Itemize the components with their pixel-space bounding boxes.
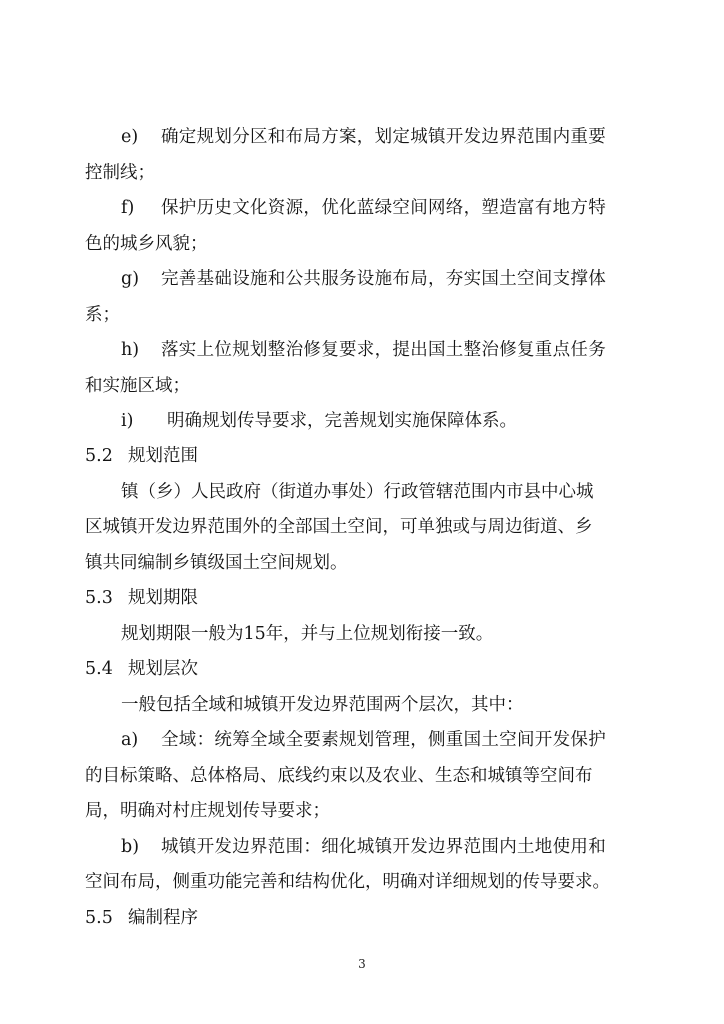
section-5-3-line1: 规划期限一般为15年，并与上位规划衔接一致。	[121, 624, 494, 644]
item-h-tag: h)	[121, 340, 140, 360]
section-5-2-line2: 区城镇开发边界范围外的全部国土空间，可单独或与周边街道、乡	[85, 517, 593, 537]
item-e-line1	[121, 125, 606, 149]
item-e-text: 确定规划分区和布局方案，划定城镇开发边界范围内重要	[161, 127, 606, 147]
section-5-4-intro: 一般包括全域和城镇开发边界范围两个层次，其中：	[121, 695, 524, 715]
item-h-text: 落实上位规划整治修复要求，提出国土整治修复重点任务	[161, 340, 606, 360]
section-5-2-title: 规划范围	[128, 446, 198, 466]
section-5-2-number: 5.2	[85, 446, 113, 466]
item-h-line2: 和实施区域；	[85, 376, 190, 396]
item-i-line1	[121, 409, 517, 433]
item-a-tag: a)	[121, 730, 139, 750]
item-e-tag: e)	[121, 127, 139, 147]
item-g-line1	[121, 267, 606, 291]
item-a-line1	[121, 728, 606, 752]
item-g-line2: 系；	[85, 305, 120, 325]
section-5-4-title: 规划层次	[128, 659, 198, 679]
item-f-line2: 色的城乡风貌；	[85, 234, 208, 254]
item-b-line1	[121, 835, 606, 859]
section-5-3-heading	[85, 586, 198, 610]
section-5-2-line1: 镇（乡）人民政府（街道办事处）行政管辖范围内市县中心城	[121, 482, 594, 502]
section-5-5-number: 5.5	[85, 908, 113, 928]
section-5-2-heading	[85, 444, 198, 468]
item-b-text: 城镇开发边界范围：细化城镇开发边界范围内土地使用和	[161, 837, 606, 857]
item-f-line1	[121, 196, 606, 220]
page-number: 3	[358, 957, 366, 971]
section-5-4-number: 5.4	[85, 659, 113, 679]
item-b-line2: 空间布局，侧重功能完善和结构优化，明确对详细规划的传导要求。	[85, 872, 610, 892]
section-5-5-title: 编制程序	[128, 908, 198, 928]
section-5-3-title: 规划期限	[128, 588, 198, 608]
section-5-4-heading	[85, 657, 198, 681]
item-a-text: 全域：统筹全域全要素规划管理，侧重国土空间开发保护	[161, 730, 606, 750]
item-a-line2: 的目标策略、总体格局、底线约束以及农业、生态和城镇等空间布	[85, 766, 593, 786]
item-f-tag: f)	[121, 198, 135, 218]
item-h-line1	[121, 338, 606, 362]
item-g-text: 完善基础设施和公共服务设施布局，夯实国土空间支撑体	[161, 269, 606, 289]
item-g-tag: g)	[121, 269, 140, 289]
item-i-tag: i)	[121, 411, 134, 431]
item-a-line3: 局，明确对村庄规划传导要求；	[85, 801, 330, 821]
section-5-2-line3: 镇共同编制乡镇级国土空间规划。	[85, 553, 348, 573]
item-b-tag: b)	[121, 837, 140, 857]
section-5-3-number: 5.3	[85, 588, 113, 608]
section-5-5-heading	[85, 906, 198, 930]
item-e-line2: 控制线；	[85, 163, 155, 183]
item-i-text: 明确规划传导要求，完善规划实施保障体系。	[167, 411, 517, 431]
item-f-text: 保护历史文化资源，优化蓝绿空间网络，塑造富有地方特	[161, 198, 606, 218]
